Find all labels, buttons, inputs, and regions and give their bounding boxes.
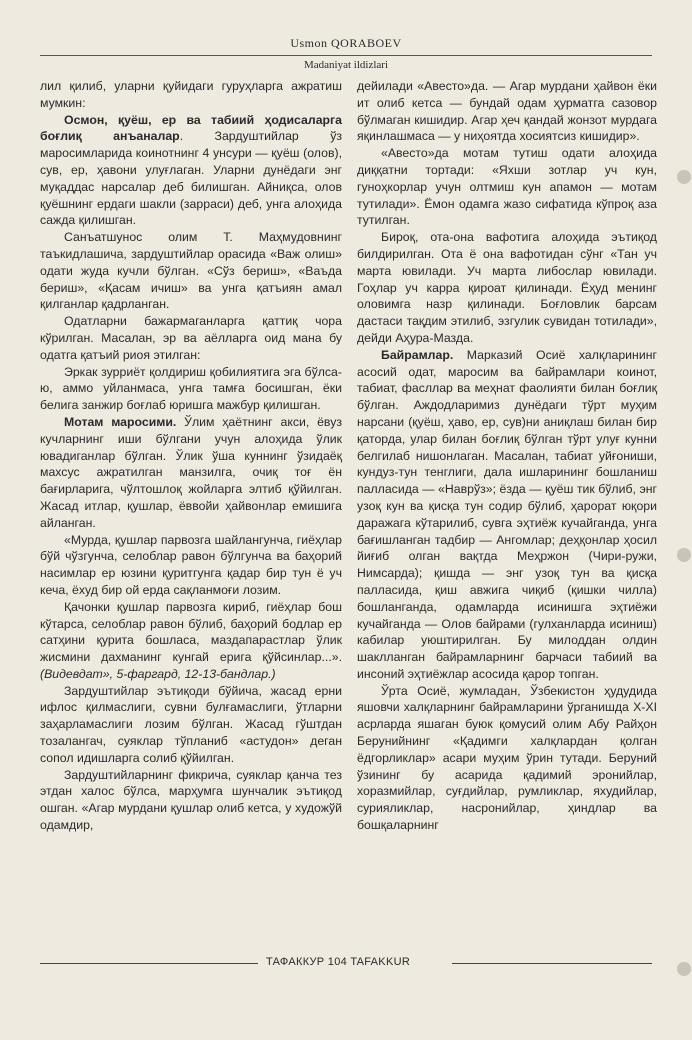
paragraph: Зардуштийларнинг фикрича, суяклар қанча тез этдан халос бўлса, марҳумга шунчалик эътиқод ошган. «Агар мурдани қушлар олиб кетса, у художўй одамдир, [40,767,342,833]
paragraph [40,414,342,532]
left-column [40,78,342,834]
binding-hole-icon [677,548,691,562]
citation: (Видевдат», 5-фаргард, 12-13-бандлар.) [40,666,276,681]
section-heading: Байрамлар. [381,347,454,362]
paragraph: Зардуштийлар эътиқоди бўйича, жасад ерни ифлос қилмаслиги, сувни булғамаслиги, ўтларни заҳарламаслиги лозим бўлган. Жасад гўштдан тозалангач, суяклар тўпланиб «астудон» деган сопол идишларга солиб қўйилган. [40,683,342,765]
section-heading: Осмон, қуёш, ер ва табиий ҳодисаларга боғлиқ анъаналар [40,112,342,144]
paragraph [40,112,342,230]
paragraph: лил қилиб, уларни қуйидаги гуруҳларга ажратиш мумкин: [40,79,342,110]
paragraph: Одатларни бажармаганларга қаттиқ чора кўрилган. Масалан, эр ва аёлларга оид мана бу одатга қатъий риоя этилган: [40,314,342,362]
page-footer [40,956,652,970]
section-heading: Мотам маросими. [64,414,177,429]
running-header-author: Usmon QORABOEV [290,36,402,50]
paragraph: Ўрта Осиё, жумладан, Ўзбекистон ҳудудида яшовчи халқларнинг байрамларини ўрганишда X-XI асрларда яшаган буюк қомусий олим Абу Райҳон Берунийнинг «Қадимги халқлардан қолган ёдгорликлар» асари муҳим ўрин тутади. Беруний ўзининг бу асарида қадимий эронийлар, хоразмийлар, суғдийлар, румликлар, яхудийлар, сурияликлар, насронийлар, ҳиндлар ва бошқаларнинг [357,683,657,833]
header-rule [40,55,652,56]
paragraph-text: Ўлим ҳаётнинг акси, ёвуз кучларнинг иши бўлгани учун алоҳида ўлик ювадиганлар бўлган. Ўлик ўша куннинг ўзидаёқ махсус ажратилган манзилга, очиқ тоғ ён бағирларига, чўлтошлоқ жойларга элтиб қўйилган. Жасад итлар, қушлар, ёввойи ҳайвонлар емишига айланган. [40,414,342,530]
paragraph [40,599,342,683]
right-column [357,78,657,834]
paragraph-text: Қачонки қушлар парвозга кириб, гиёҳлар бош кўтарса, селоблар равон бўлиб, баҳорий бодлар ер сатҳини қурита бошласа, маздапарастлар ўлик жисмини дахманинг кунгай ерига қўйсинлар...». [40,599,342,665]
running-header-subtitle: Madaniyat ildizlari [304,59,388,71]
footer-rule-left [40,963,258,964]
binding-hole-icon [677,170,691,184]
paragraph-text: Марказий Осиё халқларининг асосий одат, маросим ва байрамлари коинот, табиат, фасллар ва меҳнат фаолияти билан боғлиқ бўлган. Аждодларимиз дунёдаги тўрт муҳим нарсани (қуёш, ҳаво, ер, сув)ни аниқлаш билан бир қаторда, улар билан боғлиқ бўлган тўрт улуғ кунни белгилаб нишонлаган. Масалан, табиат уйғониши, кундуз-тун тенглиги, дала ишларининг бошланиш палласида — «Наврўз»; ёзда — қуёш тик бўлиб, энг узоқ кун ва қисқа тун содир бўлиб, ҳарорат юқори даражага кўтарилиб, сувга эҳтиёж кучайганда, унга бағишланган тадбир — Ангомлар; деҳқонлар ҳосил йиғиб олган вақтда Меҳржон (Чири-ружи, Нимсарда); қишда — энг узоқ тун ва қисқа палласида, қиш авжига чиқиб (қишки чилла) бошланганда, одамларда исинишга эҳтиёжи кучайганда — Олов байрами (гулханларда исиниш) кабилар уюштирилган. Бу милоддан олдин шаклланган байрамларнинг барчаси табиий ва инсоний эҳтиёжлар асосида қарор топган. [357,347,657,681]
footer-rule-right [452,963,652,964]
paragraph-text: . Зардуштийлар ўз маросимларида коинотнинг 4 унсури — қуёш (олов), сув, ер, ҳавони улуғлаган. Уларни дунёдаги энг муқаддас нарсалар деб билишган. Айниқса, олов қуёшнинг ердаги шакли (зарраси) деб, унга алоҳида сажда қилишган. [40,129,342,228]
paragraph: «Мурда, қушлар парвозга шайлангунча, гиёҳлар бўй чўзгунча, селоблар равон бўлгунча ва баҳорий насимлар ер юзини қуритгунга қадар бир тун ё уч кеча, ёхуд бир ой ерда сақланмоғи лозим. [40,532,342,597]
paragraph: Эркак зурриёт қолдириш қобилиятига эга бўлса-ю, аммо уйланмаса, унга тамға босишган, ёки белига занжир боғлаб юришга мажбур қилишган. [40,364,342,413]
paragraph: Санъатшунос олим Т. Маҳмудовнинг таъкидлашича, зардуштийлар орасида «Важ олиш» одати жуда кучли бўлган. «Сўз бериш», «Ваъда бериш», «Қасам ичиш» ва унга қатъиян амал қилганлар қадрланган. [40,230,342,312]
footer-page-number: ТАФАККУР 104 TAFAKKUR [266,956,411,968]
paragraph: дейилади «Авесто»да. — Агар мурдани ҳайвон ёки ит олиб кетса — бундай одам ҳурматга сазовор бўлмаган кишидир. Агар ҳеч қандай жонзот мурдага яқинлашмаса — у ниҳоятда хосиятсиз кишидир». [357,79,657,144]
binding-hole-icon [677,962,691,976]
paragraph: «Авесто»да мотам тутиш одати алоҳида диққатни тортади: «Яхши зотлар уч кун, гуноҳкорлар учун олтмиш кун апамон — мотам тутилади». Ёмон одамга жазо сифатида кўпроқ аза тутилган. [357,146,657,228]
paragraph: Бироқ, ота-она вафотига алоҳида эътиқод билдирилган. Ота ё она вафотидан сўнг «Тан уч марта ювилади. Уч марта либослар ювилади. Гоҳлар уч карра қироат қилинади. Ёҳуд менинг оловимга назр қилинади. Боғловлик барсам дастаси тақдим этилиб, эзгулик сувидан тотилади», дейди Аҳура-Мазда. [357,230,657,345]
paragraph [357,347,657,683]
